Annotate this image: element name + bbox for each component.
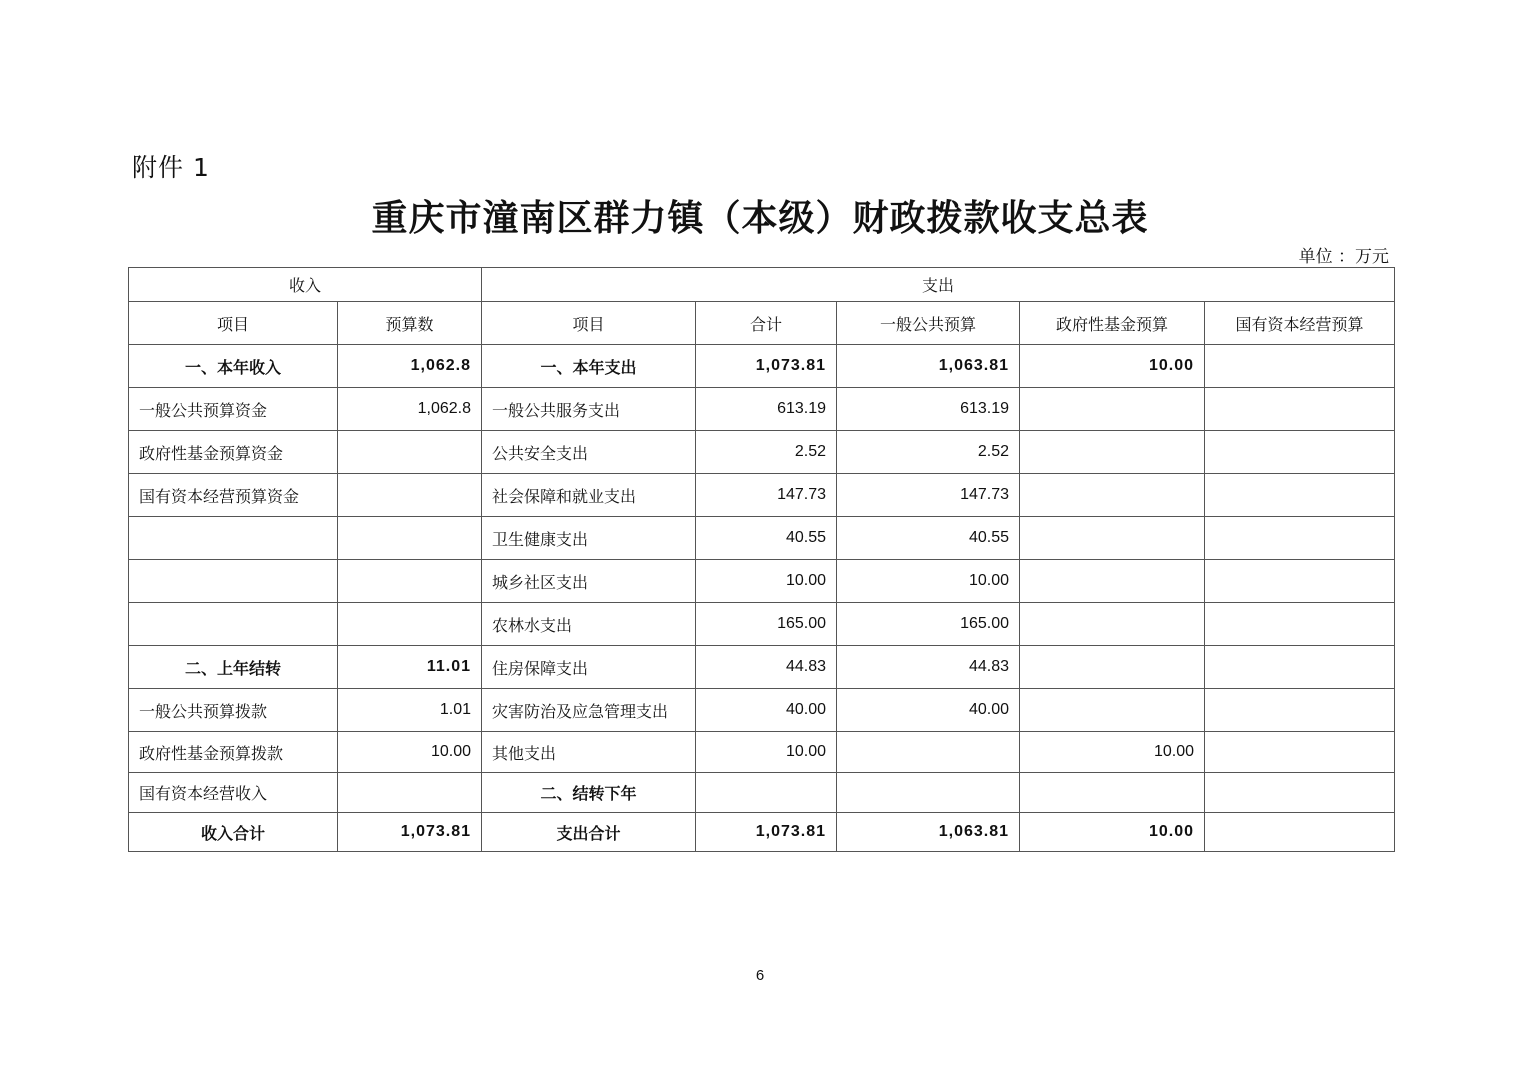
total-cell: 165.00 [696, 603, 837, 646]
fund-budget-cell [1020, 773, 1205, 813]
expense-item-cell: 支出合计 [482, 813, 696, 852]
fund-budget-cell [1020, 646, 1205, 689]
table-row [129, 388, 1395, 431]
fund-budget-cell: 10.00 [1020, 813, 1205, 852]
general-budget-cell [837, 773, 1020, 813]
unit-label: 单位 ：万元 [1298, 247, 1389, 267]
income-value-cell: 1,062.8 [338, 388, 482, 431]
general-budget-cell: 1,063.81 [837, 813, 1020, 852]
income-value-cell [338, 603, 482, 646]
expense-item-cell: 其他支出 [482, 732, 696, 773]
income-value-cell [338, 560, 482, 603]
state-budget-cell [1205, 345, 1395, 388]
state-budget-cell [1205, 732, 1395, 773]
fund-budget-cell [1020, 560, 1205, 603]
header-row-columns [129, 302, 1395, 345]
header-total: 合计 [696, 302, 837, 345]
income-item-cell: 收入合计 [129, 813, 338, 852]
state-budget-cell [1205, 813, 1395, 852]
state-budget-cell [1205, 431, 1395, 474]
state-budget-cell [1205, 603, 1395, 646]
header-general-budget: 一般公共预算 [837, 302, 1020, 345]
table-row [129, 517, 1395, 560]
header-expense: 支出 [482, 268, 1395, 302]
expense-item-cell: 城乡社区支出 [482, 560, 696, 603]
total-cell: 44.83 [696, 646, 837, 689]
income-item-cell [129, 517, 338, 560]
total-cell [696, 773, 837, 813]
table-row [129, 431, 1395, 474]
table-row-totals [129, 813, 1395, 852]
table-row [129, 646, 1395, 689]
total-cell: 1,073.81 [696, 345, 837, 388]
general-budget-cell: 40.55 [837, 517, 1020, 560]
header-fund-budget: 政府性基金预算 [1020, 302, 1205, 345]
annex-label: 附件 1 [132, 153, 210, 182]
income-item-cell [129, 560, 338, 603]
income-item-cell: 一、本年收入 [129, 345, 338, 388]
expense-item-cell: 公共安全支出 [482, 431, 696, 474]
table-row [129, 732, 1395, 773]
income-item-cell: 国有资本经营收入 [129, 773, 338, 813]
income-item-cell: 一般公共预算资金 [129, 388, 338, 431]
general-budget-cell [837, 732, 1020, 773]
income-value-cell: 11.01 [338, 646, 482, 689]
fund-budget-cell [1020, 431, 1205, 474]
table-row [129, 474, 1395, 517]
income-item-cell: 二、上年结转 [129, 646, 338, 689]
total-cell: 2.52 [696, 431, 837, 474]
fund-budget-cell [1020, 603, 1205, 646]
header-state-capital-budget: 国有资本经营预算 [1205, 302, 1395, 345]
fund-budget-cell: 10.00 [1020, 345, 1205, 388]
income-value-cell: 10.00 [338, 732, 482, 773]
general-budget-cell: 613.19 [837, 388, 1020, 431]
income-value-cell [338, 474, 482, 517]
fund-budget-cell [1020, 474, 1205, 517]
general-budget-cell: 44.83 [837, 646, 1020, 689]
general-budget-cell: 2.52 [837, 431, 1020, 474]
header-row-group [129, 268, 1395, 302]
fund-budget-cell [1020, 689, 1205, 732]
table-row [129, 345, 1395, 388]
expense-item-cell: 社会保障和就业支出 [482, 474, 696, 517]
table-row [129, 603, 1395, 646]
total-cell: 613.19 [696, 388, 837, 431]
expense-item-cell: 农林水支出 [482, 603, 696, 646]
fund-budget-cell [1020, 517, 1205, 560]
expense-item-cell: 一、本年支出 [482, 345, 696, 388]
income-item-cell: 国有资本经营预算资金 [129, 474, 338, 517]
total-cell: 10.00 [696, 732, 837, 773]
general-budget-cell: 10.00 [837, 560, 1020, 603]
general-budget-cell: 40.00 [837, 689, 1020, 732]
state-budget-cell [1205, 773, 1395, 813]
income-item-cell: 政府性基金预算拨款 [129, 732, 338, 773]
expense-item-cell: 卫生健康支出 [482, 517, 696, 560]
header-income: 收入 [129, 268, 482, 302]
expense-item-cell: 住房保障支出 [482, 646, 696, 689]
general-budget-cell: 1,063.81 [837, 345, 1020, 388]
income-item-cell [129, 603, 338, 646]
table-row [129, 773, 1395, 813]
total-cell: 147.73 [696, 474, 837, 517]
header-expense-item: 项目 [482, 302, 696, 345]
income-value-cell [338, 517, 482, 560]
state-budget-cell [1205, 474, 1395, 517]
fiscal-summary-table [128, 267, 1395, 852]
table-row [129, 689, 1395, 732]
header-budget: 预算数 [338, 302, 482, 345]
expense-item-cell: 灾害防治及应急管理支出 [482, 689, 696, 732]
total-cell: 40.00 [696, 689, 837, 732]
fund-budget-cell [1020, 388, 1205, 431]
general-budget-cell: 147.73 [837, 474, 1020, 517]
state-budget-cell [1205, 689, 1395, 732]
header-income-item: 项目 [129, 302, 338, 345]
expense-item-cell: 二、结转下年 [482, 773, 696, 813]
income-value-cell: 1,073.81 [338, 813, 482, 852]
fund-budget-cell: 10.00 [1020, 732, 1205, 773]
income-item-cell: 一般公共预算拨款 [129, 689, 338, 732]
state-budget-cell [1205, 560, 1395, 603]
general-budget-cell: 165.00 [837, 603, 1020, 646]
income-item-cell: 政府性基金预算资金 [129, 431, 338, 474]
income-value-cell [338, 773, 482, 813]
expense-item-cell: 一般公共服务支出 [482, 388, 696, 431]
page-number: 6 [755, 967, 765, 984]
income-value-cell [338, 431, 482, 474]
total-cell: 1,073.81 [696, 813, 837, 852]
state-budget-cell [1205, 388, 1395, 431]
total-cell: 40.55 [696, 517, 837, 560]
state-budget-cell [1205, 517, 1395, 560]
page-title: 重庆市潼南区群力镇（本级）财政拨款收支总表 [371, 197, 1149, 239]
table-row [129, 560, 1395, 603]
income-value-cell: 1,062.8 [338, 345, 482, 388]
state-budget-cell [1205, 646, 1395, 689]
income-value-cell: 1.01 [338, 689, 482, 732]
total-cell: 10.00 [696, 560, 837, 603]
